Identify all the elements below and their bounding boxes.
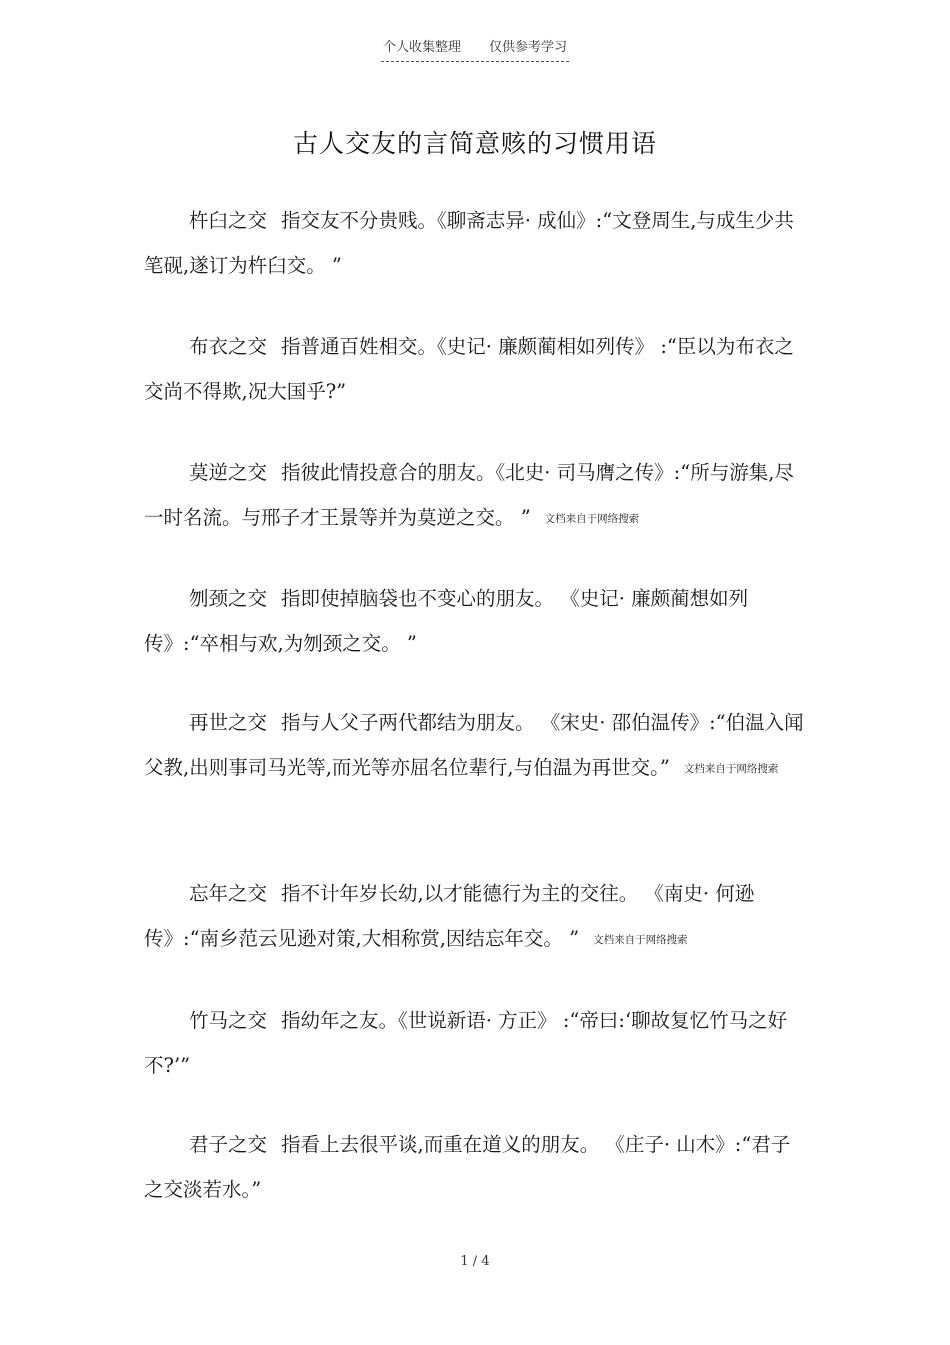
source-note: 文档来自于网络搜索 bbox=[683, 763, 779, 775]
entry-term: 竹马之交 bbox=[189, 1009, 268, 1032]
document-title: 古人交友的言简意赅的习惯用语 bbox=[292, 129, 657, 158]
source-note: 文档来自于网络搜索 bbox=[544, 513, 640, 525]
header-left: 个人收集整理 bbox=[382, 40, 461, 55]
entry-term: 君子之交 bbox=[189, 1133, 268, 1156]
header-line bbox=[381, 36, 569, 62]
entry-paragraph bbox=[144, 998, 809, 1088]
entry-paragraph bbox=[144, 450, 809, 542]
entry-text: 指幼年之友。《世说新语· 方正》 :“帝曰:‘聊故复忆竹马之好不?’” bbox=[144, 1009, 788, 1077]
entry-text: 指看上去很平谈,而重在道义的朋友。 《庄子· 山木》:“君子之交淡若水。” bbox=[144, 1133, 791, 1201]
page-header bbox=[0, 36, 950, 62]
entry-paragraph bbox=[144, 198, 809, 288]
entry-term: 忘年之交 bbox=[189, 882, 268, 905]
entry-term: 杵臼之交 bbox=[189, 209, 268, 232]
entry-paragraph bbox=[144, 576, 809, 666]
entry-term: 再世之交 bbox=[189, 711, 268, 734]
header-right: 仅供参考学习 bbox=[489, 40, 568, 55]
entry-text: 指即使掉脑袋也不变心的朋友。 《史记· 廉颇蔺想如列传》:“卒相与欢,为刎颈之交。 ” bbox=[144, 587, 749, 655]
entry-text: 指普通百姓相交。《史记· 廉颇蔺相如列传》 :“臣以为布衣之交尚不得欺,况大国乎?” bbox=[144, 335, 794, 403]
entry-term: 刎颈之交 bbox=[189, 587, 268, 610]
entry-paragraph bbox=[144, 324, 809, 414]
entry-text: 指与人父子两代都结为朋友。 《宋史· 邵伯温传》:“伯温入闻父教,出则事司马光等,而光等亦屈名位辈行,与伯温为再世交。” bbox=[144, 711, 804, 779]
entry-paragraph bbox=[144, 700, 809, 792]
entry-paragraph bbox=[144, 1122, 809, 1212]
page-number: 1 / 4 bbox=[460, 1254, 490, 1269]
entry-text: 指交友不分贵贱。《聊斋志异· 成仙》:“文登周生,与成生少共笔砚,遂订为杵臼交。 ” bbox=[144, 209, 794, 277]
entry-paragraph bbox=[144, 871, 809, 963]
entry-term: 莫逆之交 bbox=[189, 461, 268, 484]
entry-text: 指彼此情投意合的朋友。《北史· 司马膺之传》:“所与游集,尽一时名流。与邢子才王景等并为莫逆之交。 ” bbox=[144, 461, 794, 529]
entry-term: 布衣之交 bbox=[189, 335, 268, 358]
source-note: 文档来自于网络搜索 bbox=[593, 934, 688, 946]
entry-text: 指不计年岁长幼,以才能德行为主的交往。 《南史· 何逊传》:“南乡范云见逊对策,大相称赏,因结忘年交。 ” bbox=[144, 882, 755, 950]
